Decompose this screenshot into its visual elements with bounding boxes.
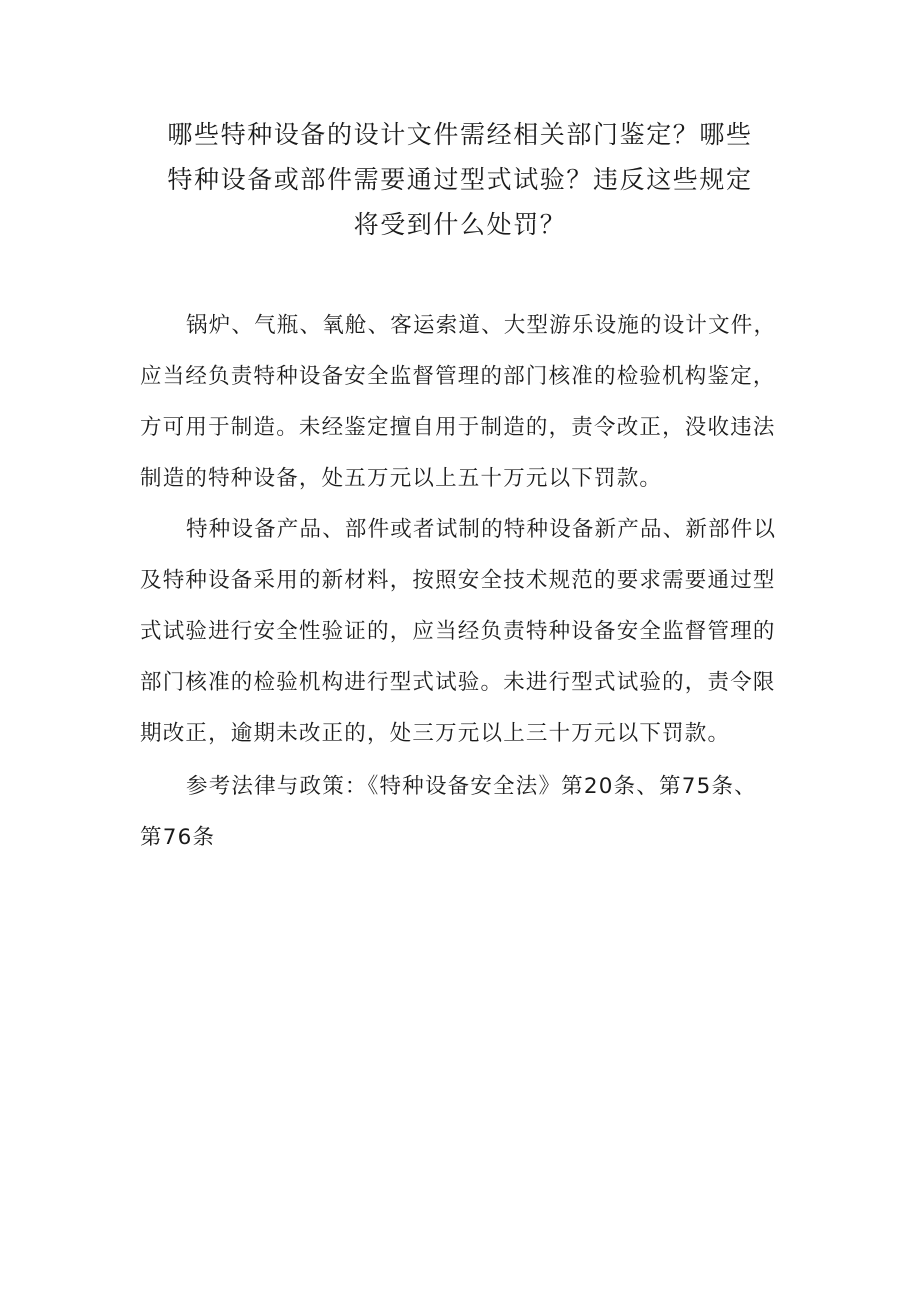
document-body [140, 300, 800, 863]
paragraph-line: 期改正，逾期未改正的，处三万元以上三十万元以下罚款。 [140, 721, 731, 746]
paragraph-line: 应当经负责特种设备安全监督管理的部门核准的检验机构鉴定， [140, 364, 776, 389]
document-title [120, 112, 800, 247]
paragraph-line: 特种设备产品、部件或者试制的特种设备新产品、新部件以 [186, 517, 777, 542]
paragraph-type-test [140, 504, 800, 759]
paragraph-design-appraisal [140, 300, 800, 504]
paragraph-line: 部门核准的检验机构进行型式试验。未进行型式试验的，责令限 [140, 670, 776, 695]
paragraph-legal-reference [140, 761, 800, 863]
paragraph-line: 制造的特种设备，处五万元以上五十万元以下罚款。 [140, 466, 663, 491]
paragraph-line: 第76条 [140, 825, 216, 850]
title-line: 特种设备或部件需要通过型式试验？违反这些规定 [167, 165, 753, 194]
paragraph-line: 及特种设备采用的新材料，按照安全技术规范的要求需要通过型 [140, 568, 776, 593]
paragraph-line: 参考法律与政策：《特种设备安全法》第20条、第75条、 [186, 774, 757, 799]
title-line: 将受到什么处罚？ [353, 210, 567, 239]
paragraph-line: 锅炉、气瓶、氧舱、客运索道、大型游乐设施的设计文件， [186, 313, 777, 338]
paragraph-line: 式试验进行安全性验证的，应当经负责特种设备安全监督管理的 [140, 619, 776, 644]
paragraph-line: 方可用于制造。未经鉴定擅自用于制造的，责令改正，没收违法 [140, 415, 776, 440]
title-line: 哪些特种设备的设计文件需经相关部门鉴定？哪些 [167, 120, 753, 149]
